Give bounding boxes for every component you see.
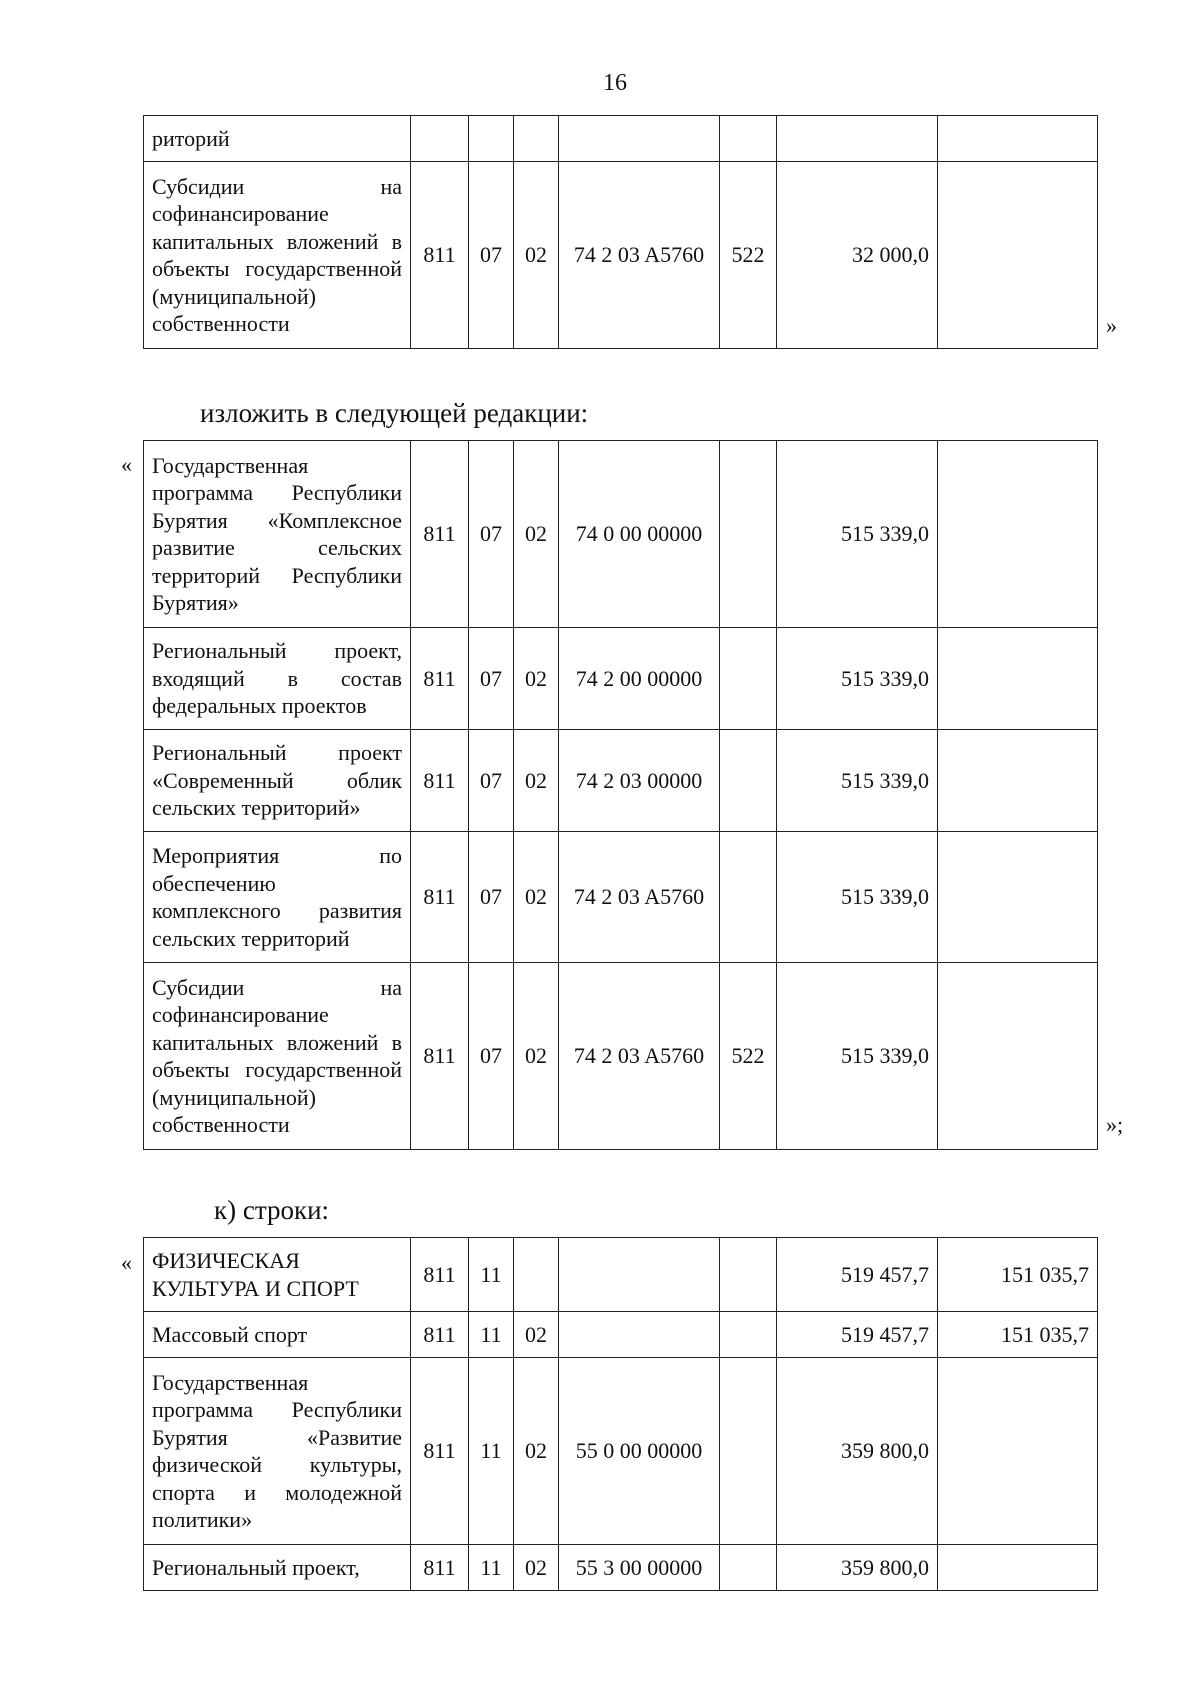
section-cell: 07 bbox=[469, 441, 514, 628]
target-article-cell bbox=[559, 116, 720, 162]
target-article-cell: 74 2 00 00000 bbox=[559, 628, 720, 730]
target-article-cell: 74 2 03 00000 bbox=[559, 730, 720, 832]
row-name-cell: Региональный проект «Современный облик сельских территорий» bbox=[144, 730, 411, 832]
expense-type-cell bbox=[720, 1545, 777, 1591]
instruction-paragraph: к) строки: bbox=[214, 1195, 330, 1225]
closing-quote-semicolon: »; bbox=[1106, 1112, 1124, 1137]
amount-2-cell bbox=[938, 832, 1098, 963]
ministry-code-cell: 811 bbox=[411, 963, 469, 1150]
expense-type-cell bbox=[720, 1238, 777, 1312]
subsection-cell: 02 bbox=[514, 832, 559, 963]
section-cell bbox=[469, 116, 514, 162]
section-cell: 07 bbox=[469, 162, 514, 349]
target-article-cell: 55 0 00 00000 bbox=[559, 1358, 720, 1545]
ministry-code-cell: 811 bbox=[411, 628, 469, 730]
amount-cell: 32 000,0 bbox=[777, 162, 938, 349]
subsection-cell: 02 bbox=[514, 730, 559, 832]
budget-table-new-rows bbox=[143, 440, 1098, 1150]
table-row bbox=[144, 628, 1098, 730]
target-article-cell: 74 2 03 A5760 bbox=[559, 832, 720, 963]
expense-type-cell bbox=[720, 832, 777, 963]
table-row bbox=[144, 116, 1098, 162]
closing-quote: » bbox=[1106, 313, 1117, 338]
expense-type-cell bbox=[720, 1358, 777, 1545]
amount-cell: 515 339,0 bbox=[777, 441, 938, 628]
section-cell: 11 bbox=[469, 1545, 514, 1591]
amount-2-cell bbox=[938, 1358, 1098, 1545]
row-name-cell: Региональный проект, bbox=[144, 1545, 411, 1591]
ministry-code-cell: 811 bbox=[411, 1545, 469, 1591]
subsection-cell bbox=[514, 116, 559, 162]
table-row bbox=[144, 963, 1098, 1150]
target-article-cell bbox=[559, 1312, 720, 1358]
ministry-code-cell: 811 bbox=[411, 441, 469, 628]
amount-cell: 519 457,7 bbox=[777, 1238, 938, 1312]
row-name-cell: Субсидии на софинансирование капитальных вложений в объекты государственной (муниципальной) собственности bbox=[144, 162, 411, 349]
amount-cell: 359 800,0 bbox=[777, 1545, 938, 1591]
subsection-cell: 02 bbox=[514, 628, 559, 730]
table-row bbox=[144, 1545, 1098, 1591]
table-row bbox=[144, 832, 1098, 963]
amount-cell: 359 800,0 bbox=[777, 1358, 938, 1545]
table-row bbox=[144, 441, 1098, 628]
ministry-code-cell: 811 bbox=[411, 1238, 469, 1312]
ministry-code-cell: 811 bbox=[411, 162, 469, 349]
target-article-cell bbox=[559, 1238, 720, 1312]
amount-2-cell bbox=[938, 162, 1098, 349]
budget-table-sport-rows bbox=[143, 1237, 1098, 1591]
amount-2-cell: 151 035,7 bbox=[938, 1312, 1098, 1358]
expense-type-cell bbox=[720, 116, 777, 162]
ministry-code-cell: 811 bbox=[411, 730, 469, 832]
amount-2-cell bbox=[938, 441, 1098, 628]
section-cell: 07 bbox=[469, 832, 514, 963]
amount-cell: 515 339,0 bbox=[777, 628, 938, 730]
ministry-code-cell bbox=[411, 116, 469, 162]
amount-cell: 515 339,0 bbox=[777, 730, 938, 832]
target-article-cell: 74 2 03 A5760 bbox=[559, 963, 720, 1150]
amount-cell: 515 339,0 bbox=[777, 832, 938, 963]
amount-2-cell bbox=[938, 730, 1098, 832]
expense-type-cell bbox=[720, 441, 777, 628]
row-name-cell: Государственная программа Республики Бурятия «Развитие физической культуры, спорта и молодежной политики» bbox=[144, 1358, 411, 1545]
budget-table-old-rows bbox=[143, 115, 1098, 349]
ministry-code-cell: 811 bbox=[411, 832, 469, 963]
row-name-cell: Региональный проект, входящий в состав федеральных проектов bbox=[144, 628, 411, 730]
ministry-code-cell: 811 bbox=[411, 1312, 469, 1358]
amount-cell: 515 339,0 bbox=[777, 963, 938, 1150]
table-row bbox=[144, 1312, 1098, 1358]
amount-cell: 519 457,7 bbox=[777, 1312, 938, 1358]
row-name-cell: Массовый спорт bbox=[144, 1312, 411, 1358]
table-row bbox=[144, 1238, 1098, 1312]
expense-type-cell: 522 bbox=[720, 963, 777, 1150]
ministry-code-cell: 811 bbox=[411, 1358, 469, 1545]
subsection-cell: 02 bbox=[514, 1358, 559, 1545]
amount-2-cell: 151 035,7 bbox=[938, 1238, 1098, 1312]
target-article-cell: 74 2 03 A5760 bbox=[559, 162, 720, 349]
subsection-cell: 02 bbox=[514, 162, 559, 349]
expense-type-cell bbox=[720, 730, 777, 832]
row-name-cell: Субсидии на софинансирование капитальных вложений в объекты государственной (муниципальной) собственности bbox=[144, 963, 411, 1150]
expense-type-cell bbox=[720, 1312, 777, 1358]
subsection-cell: 02 bbox=[514, 441, 559, 628]
target-article-cell: 74 0 00 00000 bbox=[559, 441, 720, 628]
section-cell: 07 bbox=[469, 730, 514, 832]
amount-2-cell bbox=[938, 628, 1098, 730]
table-row bbox=[144, 730, 1098, 832]
expense-type-cell: 522 bbox=[720, 162, 777, 349]
amount-2-cell bbox=[938, 963, 1098, 1150]
section-cell: 11 bbox=[469, 1238, 514, 1312]
amount-2-cell bbox=[938, 116, 1098, 162]
target-article-cell: 55 3 00 00000 bbox=[559, 1545, 720, 1591]
section-cell: 07 bbox=[469, 628, 514, 730]
row-name-cell: риторий bbox=[144, 116, 411, 162]
section-cell: 11 bbox=[469, 1358, 514, 1545]
opening-quote: « bbox=[121, 1250, 132, 1275]
section-cell: 11 bbox=[469, 1312, 514, 1358]
page-number: 16 bbox=[603, 70, 627, 96]
table-row bbox=[144, 1358, 1098, 1545]
section-cell: 07 bbox=[469, 963, 514, 1150]
row-name-cell: Мероприятия по обеспечению комплексного развития сельских территорий bbox=[144, 832, 411, 963]
row-name-cell: Государственная программа Республики Бурятия «Комплексное развитие сельских территорий Республики Бурятия» bbox=[144, 441, 411, 628]
subsection-cell bbox=[514, 1238, 559, 1312]
subsection-cell: 02 bbox=[514, 1545, 559, 1591]
instruction-paragraph: изложить в следующей редакции: bbox=[200, 398, 589, 428]
row-name-cell: ФИЗИЧЕСКАЯ КУЛЬТУРА И СПОРТ bbox=[144, 1238, 411, 1312]
table-row bbox=[144, 162, 1098, 349]
subsection-cell: 02 bbox=[514, 1312, 559, 1358]
opening-quote: « bbox=[121, 452, 132, 477]
amount-2-cell bbox=[938, 1545, 1098, 1591]
subsection-cell: 02 bbox=[514, 963, 559, 1150]
amount-cell bbox=[777, 116, 938, 162]
expense-type-cell bbox=[720, 628, 777, 730]
